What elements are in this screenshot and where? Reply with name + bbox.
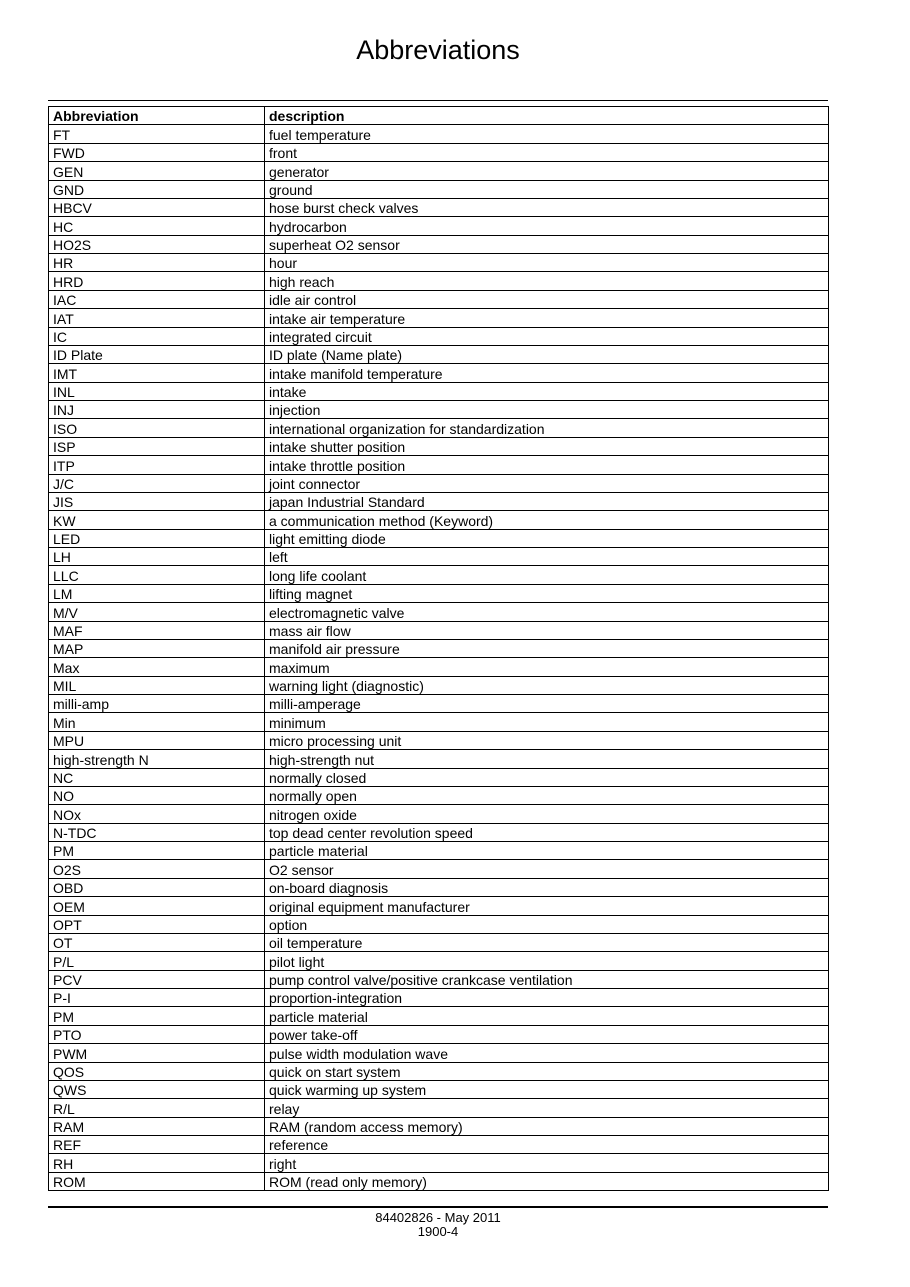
abbreviation-cell: Min — [49, 713, 265, 731]
description-cell: mass air flow — [265, 621, 829, 639]
table-row — [49, 419, 829, 437]
abbreviation-cell: INJ — [49, 401, 265, 419]
table-row — [49, 860, 829, 878]
abbreviation-cell: QWS — [49, 1080, 265, 1098]
table-row — [49, 603, 829, 621]
table-row — [49, 952, 829, 970]
description-cell: nitrogen oxide — [265, 805, 829, 823]
table-row — [49, 474, 829, 492]
abbreviation-cell: HR — [49, 254, 265, 272]
description-cell: minimum — [265, 713, 829, 731]
abbreviation-cell: ITP — [49, 456, 265, 474]
abbreviation-cell: HRD — [49, 272, 265, 290]
abbreviation-cell: HC — [49, 217, 265, 235]
table-row — [49, 1007, 829, 1025]
table-row — [49, 1080, 829, 1098]
description-cell: hour — [265, 254, 829, 272]
abbreviation-cell: LH — [49, 548, 265, 566]
description-cell: integrated circuit — [265, 327, 829, 345]
description-cell: high reach — [265, 272, 829, 290]
abbreviation-cell: LED — [49, 529, 265, 547]
description-cell: reference — [265, 1136, 829, 1154]
description-cell: left — [265, 548, 829, 566]
table-row — [49, 327, 829, 345]
table-row — [49, 382, 829, 400]
footer-doc-ref: 84402826 - May 2011 — [375, 1210, 501, 1225]
table-body — [49, 125, 829, 1191]
abbreviation-cell: OBD — [49, 878, 265, 896]
abbreviation-cell: Max — [49, 658, 265, 676]
table-row — [49, 1117, 829, 1135]
table-row — [49, 492, 829, 510]
description-cell: front — [265, 143, 829, 161]
abbreviation-cell: P-I — [49, 989, 265, 1007]
table-row — [49, 180, 829, 198]
description-cell: lifting magnet — [265, 584, 829, 602]
abbreviation-cell: LM — [49, 584, 265, 602]
description-cell: joint connector — [265, 474, 829, 492]
abbreviation-cell: P/L — [49, 952, 265, 970]
table-header-row — [49, 107, 829, 125]
table-row — [49, 1062, 829, 1080]
abbreviation-cell: HO2S — [49, 235, 265, 253]
footer-page-number: 1900-4 — [417, 1224, 459, 1239]
table-row — [49, 272, 829, 290]
description-cell: milli-amperage — [265, 695, 829, 713]
description-cell: proportion-integration — [265, 989, 829, 1007]
description-cell: power take-off — [265, 1025, 829, 1043]
table-row — [49, 805, 829, 823]
description-cell: hydrocarbon — [265, 217, 829, 235]
abbreviation-cell: OPT — [49, 915, 265, 933]
description-cell: hose burst check valves — [265, 198, 829, 216]
description-cell: quick on start system — [265, 1062, 829, 1080]
description-cell: intake manifold temperature — [265, 364, 829, 382]
abbreviation-cell: HBCV — [49, 198, 265, 216]
abbreviation-cell: GND — [49, 180, 265, 198]
abbreviation-cell: OEM — [49, 897, 265, 915]
description-cell: long life coolant — [265, 566, 829, 584]
description-cell: warning light (diagnostic) — [265, 676, 829, 694]
abbreviation-cell: RAM — [49, 1117, 265, 1135]
table-row — [49, 676, 829, 694]
table-row — [49, 364, 829, 382]
table-row — [49, 162, 829, 180]
abbreviation-cell: PCV — [49, 970, 265, 988]
description-cell: fuel temperature — [265, 125, 829, 143]
table-row — [49, 989, 829, 1007]
description-cell: pilot light — [265, 952, 829, 970]
description-cell: pump control valve/positive crankcase ventilation — [265, 970, 829, 988]
abbreviation-cell: ISO — [49, 419, 265, 437]
abbreviation-cell: PM — [49, 1007, 265, 1025]
table-row — [49, 254, 829, 272]
description-cell: intake shutter position — [265, 437, 829, 455]
abbreviation-cell: J/C — [49, 474, 265, 492]
description-cell: ground — [265, 180, 829, 198]
column-header-abbreviation: Abbreviation — [49, 107, 265, 125]
table-row — [49, 1136, 829, 1154]
table-row — [49, 345, 829, 363]
description-cell: intake throttle position — [265, 456, 829, 474]
table-row — [49, 437, 829, 455]
top-divider — [48, 100, 828, 101]
table-row — [49, 823, 829, 841]
table-row — [49, 1172, 829, 1190]
abbreviation-cell: REF — [49, 1136, 265, 1154]
abbreviation-cell: IAC — [49, 290, 265, 308]
description-cell: particle material — [265, 842, 829, 860]
description-cell: normally open — [265, 786, 829, 804]
abbreviation-cell: OT — [49, 933, 265, 951]
table-row — [49, 768, 829, 786]
table-row — [49, 970, 829, 988]
table-row — [49, 878, 829, 896]
description-cell: intake — [265, 382, 829, 400]
abbreviation-cell: GEN — [49, 162, 265, 180]
abbreviation-cell: FWD — [49, 143, 265, 161]
column-header-description: description — [265, 107, 829, 125]
description-cell: right — [265, 1154, 829, 1172]
table-row — [49, 125, 829, 143]
abbreviation-cell: R/L — [49, 1099, 265, 1117]
description-cell: electromagnetic valve — [265, 603, 829, 621]
table-row — [49, 143, 829, 161]
description-cell: high-strength nut — [265, 750, 829, 768]
table-row — [49, 235, 829, 253]
description-cell: oil temperature — [265, 933, 829, 951]
table-row — [49, 713, 829, 731]
table-row — [49, 548, 829, 566]
abbreviation-cell: IAT — [49, 309, 265, 327]
abbreviation-cell: M/V — [49, 603, 265, 621]
table-row — [49, 198, 829, 216]
table-row — [49, 897, 829, 915]
abbreviation-cell: MAP — [49, 639, 265, 657]
table-row — [49, 309, 829, 327]
description-cell: particle material — [265, 1007, 829, 1025]
bottom-divider — [48, 1206, 828, 1208]
abbreviation-cell: QOS — [49, 1062, 265, 1080]
table-row — [49, 731, 829, 749]
abbreviation-cell: JIS — [49, 492, 265, 510]
abbreviation-cell: LLC — [49, 566, 265, 584]
abbreviation-cell: IMT — [49, 364, 265, 382]
description-cell: a communication method (Keyword) — [265, 511, 829, 529]
abbreviation-cell: MPU — [49, 731, 265, 749]
abbreviation-cell: ID Plate — [49, 345, 265, 363]
table-row — [49, 1099, 829, 1117]
description-cell: international organization for standardization — [265, 419, 829, 437]
abbreviation-cell: IC — [49, 327, 265, 345]
description-cell: manifold air pressure — [265, 639, 829, 657]
table-row — [49, 658, 829, 676]
abbreviations-table — [48, 106, 829, 1191]
table-row — [49, 1025, 829, 1043]
abbreviation-cell: KW — [49, 511, 265, 529]
description-cell: O2 sensor — [265, 860, 829, 878]
table-row — [49, 915, 829, 933]
description-cell: pulse width modulation wave — [265, 1044, 829, 1062]
table-row — [49, 217, 829, 235]
table-row — [49, 621, 829, 639]
description-cell: top dead center revolution speed — [265, 823, 829, 841]
description-cell: intake air temperature — [265, 309, 829, 327]
abbreviation-cell: high-strength N — [49, 750, 265, 768]
abbreviation-cell: milli-amp — [49, 695, 265, 713]
abbreviation-cell: N-TDC — [49, 823, 265, 841]
table-row — [49, 566, 829, 584]
description-cell: japan Industrial Standard — [265, 492, 829, 510]
abbreviation-cell: PWM — [49, 1044, 265, 1062]
table-row — [49, 584, 829, 602]
description-cell: ID plate (Name plate) — [265, 345, 829, 363]
abbreviation-cell: FT — [49, 125, 265, 143]
table-row — [49, 639, 829, 657]
abbreviation-cell: PTO — [49, 1025, 265, 1043]
description-cell: quick warming up system — [265, 1080, 829, 1098]
table-row — [49, 456, 829, 474]
description-cell: idle air control — [265, 290, 829, 308]
page-title: Abbreviations — [356, 35, 520, 65]
table-row — [49, 842, 829, 860]
table-row — [49, 1044, 829, 1062]
abbreviation-cell: RH — [49, 1154, 265, 1172]
abbreviation-cell: ROM — [49, 1172, 265, 1190]
description-cell: light emitting diode — [265, 529, 829, 547]
abbreviation-cell: PM — [49, 842, 265, 860]
description-cell: injection — [265, 401, 829, 419]
description-cell: ROM (read only memory) — [265, 1172, 829, 1190]
table-row — [49, 401, 829, 419]
abbreviation-cell: NC — [49, 768, 265, 786]
abbreviation-cell: INL — [49, 382, 265, 400]
description-cell: micro processing unit — [265, 731, 829, 749]
description-cell: original equipment manufacturer — [265, 897, 829, 915]
abbreviation-cell: MIL — [49, 676, 265, 694]
page-footer — [0, 1211, 876, 1239]
description-cell: option — [265, 915, 829, 933]
abbreviation-cell: O2S — [49, 860, 265, 878]
table-row — [49, 750, 829, 768]
abbreviation-cell: MAF — [49, 621, 265, 639]
table-row — [49, 695, 829, 713]
description-cell: maximum — [265, 658, 829, 676]
description-cell: relay — [265, 1099, 829, 1117]
description-cell: superheat O2 sensor — [265, 235, 829, 253]
description-cell: normally closed — [265, 768, 829, 786]
table-row — [49, 511, 829, 529]
description-cell: on-board diagnosis — [265, 878, 829, 896]
description-cell: RAM (random access memory) — [265, 1117, 829, 1135]
abbreviation-cell: NOx — [49, 805, 265, 823]
abbreviation-cell: ISP — [49, 437, 265, 455]
table-row — [49, 290, 829, 308]
table-row — [49, 933, 829, 951]
table-row — [49, 529, 829, 547]
abbreviation-cell: NO — [49, 786, 265, 804]
table-row — [49, 1154, 829, 1172]
description-cell: generator — [265, 162, 829, 180]
table-row — [49, 786, 829, 804]
